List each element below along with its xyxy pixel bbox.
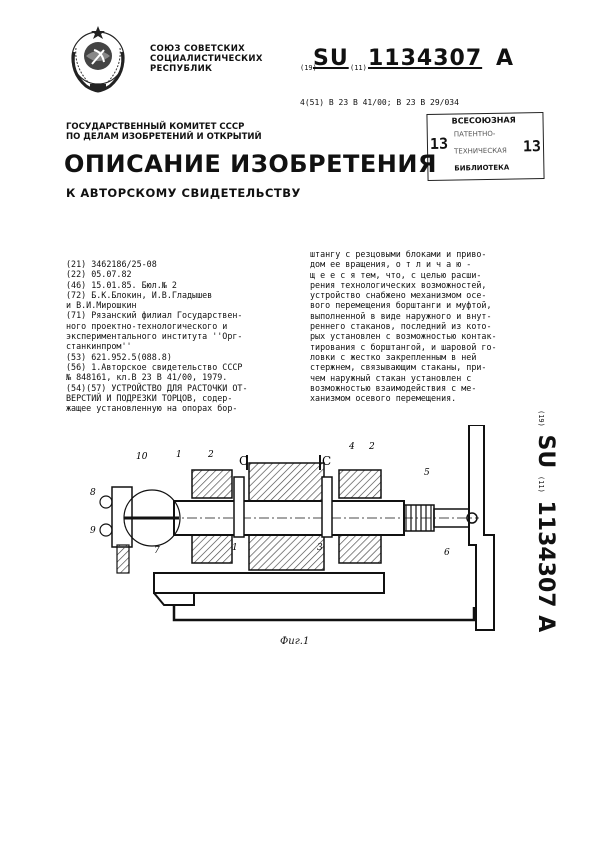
committee-line: ГОСУДАРСТВЕННЫЙ КОМИТЕТ СССР <box>66 122 245 132</box>
section-label: С <box>239 454 249 468</box>
text-line: (56) 1.Авторское свидетельство СССР <box>66 361 243 372</box>
text-line: штангу с резцовыми блоками и приво- <box>310 249 487 259</box>
text-line: жащее установленную на опорах бор- <box>66 403 238 414</box>
text-line: рых установлен с возможностью контак- <box>310 331 497 342</box>
text-line: выполненной в виде наружного и внут- <box>310 310 492 321</box>
drawing-label: 2 <box>208 450 214 460</box>
drawing-label: 8 <box>90 488 96 498</box>
text-line: ного проектно-технологического и <box>66 320 228 331</box>
country-code: SU <box>533 434 558 469</box>
text-line: ловки с жестко закрепленным в ней <box>310 351 477 362</box>
text-line: экспериментального института ''Орг- <box>66 331 243 342</box>
country-code: SU <box>313 46 349 71</box>
text-line: и В.И.Мирошкин <box>66 300 137 311</box>
text-line: (72) Б.К.Блокин, И.В.Гладышев <box>66 289 213 300</box>
patent-kind: A <box>533 615 558 633</box>
patent-kind: A <box>496 46 514 71</box>
stamp-number-right: 13 <box>522 137 542 156</box>
technical-drawing <box>84 425 504 655</box>
drawing-label: 4 <box>349 442 355 452</box>
text-line: тирования с борштангой, и шаровой го- <box>310 341 497 352</box>
text-line: (21) 3462186/25-08 <box>66 259 157 269</box>
document-title: ОПИСАНИЕ ИЗОБРЕТЕНИЯ <box>64 150 437 178</box>
stamp-bottom: БИБЛИОТЕКА <box>454 163 510 173</box>
stamp-mid: ТЕХНИЧЕСКАЯ <box>454 146 507 156</box>
inid-code-11: (11) <box>537 475 545 493</box>
drawing-label: 7 <box>154 546 160 556</box>
text-line: (22) 05.07.82 <box>66 269 132 280</box>
drawing-label: 3 <box>317 543 323 553</box>
inid-code-11: (11) <box>350 64 367 72</box>
classification: 4(51) В 23 В 41/00; В 23 В 29/034 <box>300 98 459 107</box>
stamp-mid: ПАТЕНТНО- <box>453 129 496 139</box>
text-line: устройство снабжено механизмом осе- <box>310 290 487 301</box>
text-line: чем наружный стакан установлен с <box>310 372 472 383</box>
library-stamp <box>426 112 544 181</box>
text-line: (53) 621.952.5(088.8) <box>66 351 172 362</box>
drawing-label: 1 <box>232 543 238 553</box>
inid-code-19: (19) <box>300 64 317 72</box>
document-subtitle: К АВТОРСКОМУ СВИДЕТЕЛЬСТВУ <box>66 186 301 200</box>
side-patent-number <box>528 410 558 650</box>
drawing-label: 6 <box>444 548 450 558</box>
text-line: возможностью взаимодействия с ме- <box>310 382 477 393</box>
text-line: стержнем, связывающим стаканы, при- <box>310 362 487 373</box>
text-line: станкинпром'' <box>66 341 132 352</box>
text-line: № 848161, кл.В 23 В 41/00, 1979. <box>66 372 228 383</box>
text-line: вого перемещения борштанги и муфтой, <box>310 300 492 311</box>
text-line: (54)(57) УСТРОЙСТВО ДЛЯ РАСТОЧКИ ОТ- <box>66 382 248 393</box>
drawing-label: 1 <box>176 450 182 460</box>
text-line: (71) Рязанский филиал Государствен- <box>66 310 243 321</box>
text-line: щ е е с я тем, что, с целью расши- <box>310 269 482 280</box>
text-line: рения технологических возможностей, <box>310 279 487 290</box>
ussr-emblem-icon <box>64 22 132 94</box>
drawing-label: 9 <box>90 526 96 536</box>
union-title <box>150 44 263 74</box>
stamp-number-left: 13 <box>429 134 449 153</box>
patent-number: 1134307 <box>533 500 558 608</box>
union-line: РЕСПУБЛИК <box>150 64 213 74</box>
drawing-label: 2 <box>369 442 375 452</box>
union-line: СОЮЗ СОВЕТСКИХ <box>150 44 246 54</box>
committee-title <box>66 122 262 142</box>
text-line: ВЕРСТИЙ И ПОДРЕЗКИ ТОРЦОВ, содер- <box>66 392 233 403</box>
text-line: (46) 15.01.85. Бюл.№ 2 <box>66 279 177 290</box>
drawing-label: 10 <box>136 452 148 462</box>
drawing-label: 5 <box>424 468 430 478</box>
figure-caption: Фиг.1 <box>280 636 310 647</box>
stamp-top: ВСЕСОЮЗНАЯ <box>451 115 516 126</box>
left-column <box>66 259 302 413</box>
union-line: СОЦИАЛИСТИЧЕСКИХ <box>150 54 263 64</box>
patent-number: 1134307 <box>368 46 483 71</box>
text-line: ханизмом осевого перемещения. <box>310 393 457 404</box>
text-line: дом ее вращения, о т л и ч а ю - <box>310 259 472 270</box>
section-label: С <box>322 454 332 468</box>
committee-line: ПО ДЕЛАМ ИЗОБРЕТЕНИЙ И ОТКРЫТИЙ <box>66 132 262 142</box>
text-line: реннего стаканов, последний из кото- <box>310 321 492 332</box>
right-column <box>310 249 544 403</box>
inid-code-19: (19) <box>537 410 545 427</box>
